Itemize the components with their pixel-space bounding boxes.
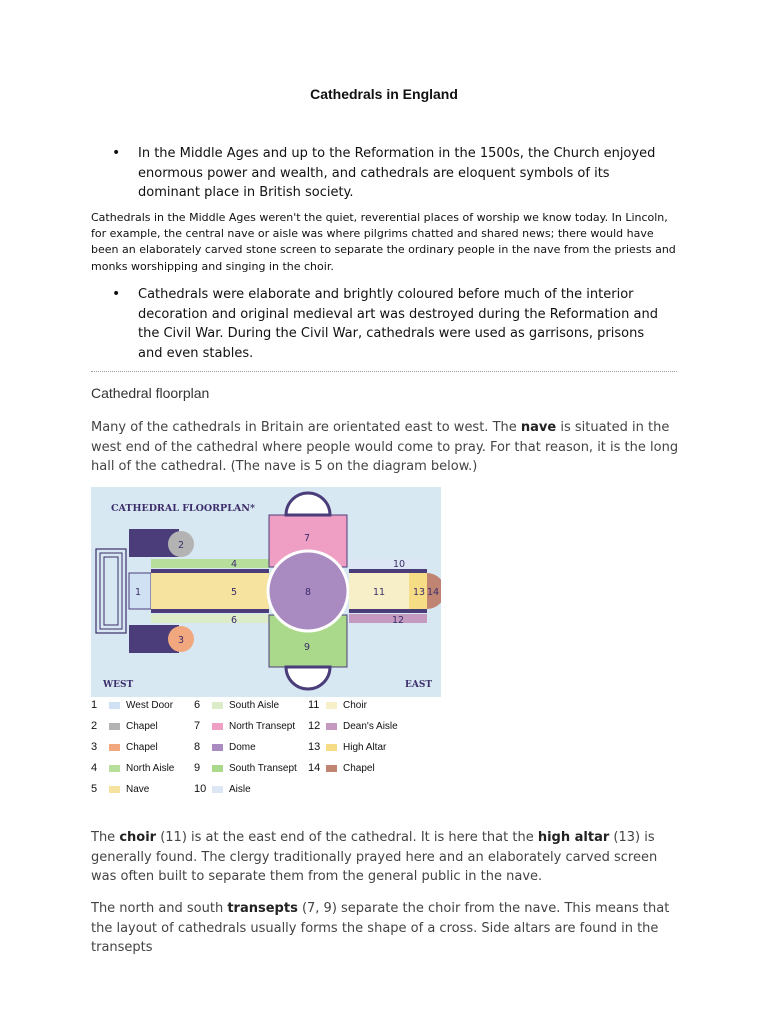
legend-swatch: [212, 702, 223, 709]
legend-item: 4 North Aisle: [91, 762, 175, 774]
label-14: 14: [426, 587, 440, 598]
nave-paragraph: [91, 418, 679, 477]
cathedral-floorplan-figure: [91, 487, 441, 697]
legend-swatch: [109, 723, 120, 730]
pier-row: [151, 609, 269, 613]
pier-row: [349, 569, 427, 573]
nave-shape: [151, 573, 269, 609]
legend-item: 13 High Altar: [308, 741, 387, 753]
south-aisle-shape: [151, 614, 269, 623]
transepts-paragraph: [91, 899, 679, 958]
bullet-icon: •: [112, 286, 121, 302]
text-run: Many of the cathedrals in Britain are orientated east to west. The: [91, 420, 521, 435]
east-label: EAST: [405, 680, 433, 690]
floorplan-legend: [91, 697, 411, 797]
bold-term-transepts: transepts: [227, 901, 298, 916]
text-run: (11) is at the east end of the cathedral. It is here that the: [156, 830, 538, 845]
legend-item: 6 South Aisle: [194, 699, 280, 711]
label-4: 4: [230, 559, 238, 570]
label-8: 8: [304, 587, 312, 598]
legend-item: 8 Dome: [194, 741, 256, 753]
east-aisle-shape: [349, 559, 427, 568]
legend-swatch: [212, 723, 223, 730]
legend-item: 14 Chapel: [308, 762, 375, 774]
label-10: 10: [392, 559, 406, 570]
label-2: 2: [177, 540, 185, 551]
text-run: The north and south: [91, 901, 228, 916]
legend-item: 5 Nave: [91, 783, 150, 795]
label-7: 7: [303, 533, 311, 544]
bold-term-high-altar: high altar: [537, 830, 610, 845]
bullet-text: In the Middle Ages and up to the Reformation in the 1500s, the Church enjoyed enormous power and wealth, and cathedrals are eloquent symbols of its dominant place in British society.: [138, 146, 656, 200]
north-aisle-shape: [151, 559, 269, 568]
pier-row: [349, 609, 427, 613]
text-run: is situated in the west end of the cathedral where people would come to pray. For that reason, it is the long hall of the cathedral. (The nave is 5 on the diagram below.): [91, 420, 679, 474]
legend-swatch: [326, 723, 337, 730]
text-run: (13) is generally found. The clergy traditionally prayed here and an elaborately carved screen was often built to separate them from the general public in the nave.: [91, 830, 658, 884]
bold-term-choir: choir: [119, 830, 157, 845]
legend-swatch: [326, 702, 337, 709]
legend-swatch: [109, 786, 120, 793]
label-12: 12: [391, 615, 405, 626]
label-5: 5: [230, 587, 238, 598]
bullet-icon: •: [112, 145, 121, 161]
legend-swatch: [212, 765, 223, 772]
pier-row: [151, 569, 269, 573]
bullet-item: [112, 144, 672, 203]
label-6: 6: [230, 615, 238, 626]
legend-swatch: [109, 702, 120, 709]
bullet-text: Cathedrals were elaborate and brightly coloured before much of the interior decoration and original medieval art was destroyed during the Reformation and the Civil War. During the Civil War, cathedrals were used as garrisons, prisons and even stables.: [138, 287, 658, 361]
legend-swatch: [326, 744, 337, 751]
legend-item: 12 Dean's Aisle: [308, 720, 398, 732]
bold-term-nave: nave: [520, 420, 557, 435]
legend-swatch: [212, 786, 223, 793]
section-divider: [91, 371, 677, 372]
bullet-item: [112, 285, 672, 363]
figure-heading: CATHEDRAL FLOORPLAN*: [111, 503, 255, 514]
section-heading: Cathedral floorplan: [91, 385, 210, 401]
legend-item: 9 South Transept: [194, 762, 297, 774]
legend-swatch: [109, 765, 120, 772]
label-1: 1: [134, 587, 142, 598]
text-run: (7, 9) separate the choir from the nave. This means that the layout of cathedrals usually forms the shape of a cross. Side altars are found in the transepts: [91, 901, 670, 955]
label-11: 11: [372, 587, 386, 598]
legend-swatch: [326, 765, 337, 772]
label-3: 3: [177, 635, 185, 646]
legend-item: 7 North Transept: [194, 720, 296, 732]
legend-item: 1 West Door: [91, 699, 174, 711]
legend-item: 11 Choir: [308, 699, 367, 711]
document-title: Cathedrals in England: [310, 86, 458, 102]
legend-swatch: [109, 744, 120, 751]
legend-item: 10 Aisle: [194, 783, 251, 795]
text-run: The: [91, 830, 120, 845]
deans-aisle-shape: [349, 614, 427, 623]
label-9: 9: [303, 642, 311, 653]
intro-paragraph: Cathedrals in the Middle Ages weren't the quiet, reverential places of worship we know today. In Lincoln, for example, the central nave or aisle was where pilgrims chatted and shared news; there would have been an elaborately carved stone screen to separate the ordinary people in the nave from the priests and monks worshipping and singing in the choir.: [91, 211, 676, 273]
label-13: 13: [412, 587, 426, 598]
legend-item: 2 Chapel: [91, 720, 158, 732]
choir-paragraph: [91, 828, 679, 887]
west-label: WEST: [103, 680, 134, 690]
legend-swatch: [212, 744, 223, 751]
legend-item: 3 Chapel: [91, 741, 158, 753]
